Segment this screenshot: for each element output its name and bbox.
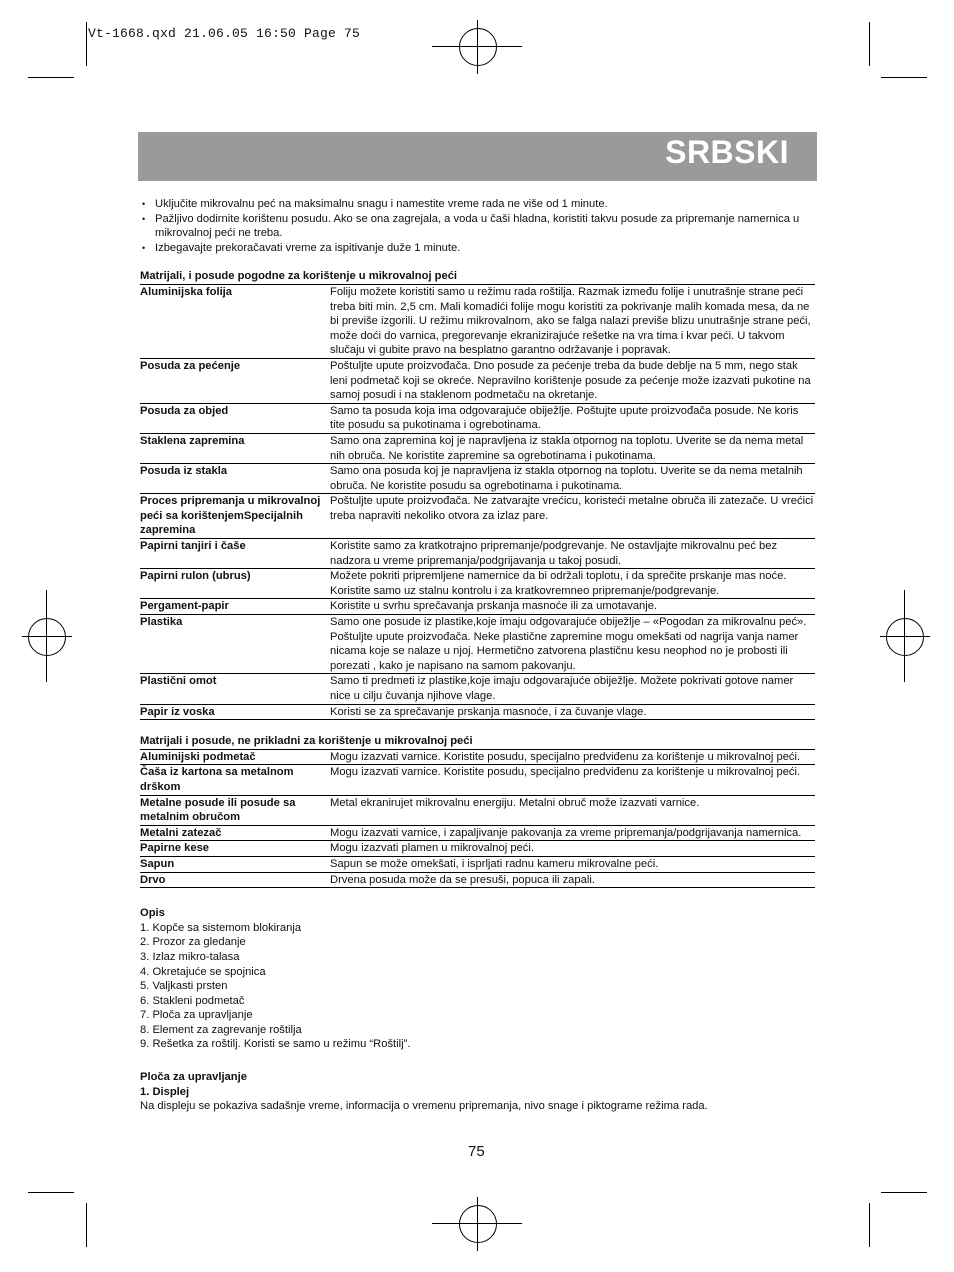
suitable-materials-title: Matrijali, i posude pogodne za korištenje u mikrovalnoj peći — [140, 270, 458, 283]
file-slug: Vt-1668.qxd 21.06.05 16:50 Page 75 — [88, 26, 361, 41]
bullet-item: • Izbegavajte prekoračavati vreme za ispitivanje duže 1 minute. — [140, 241, 815, 256]
page-number: 75 — [468, 1143, 485, 1160]
crop-mark — [86, 1203, 87, 1247]
header-title: SRBSKI — [665, 134, 789, 170]
table-row: Čaša iz kartona sa metalnom drškom Mogu izazvati varnice. Koristite posudu, specijalno predviđenu za korištenje u mikrovalnoj peći. — [140, 765, 815, 795]
table-row: Plastični omot Samo ti predmeti iz plastike,koje imaju odgovarajuće obiježlje. Možete pokrivati gotove namer nice u cilju čuvanja njihove vlage. — [140, 674, 815, 704]
description-title: Opis — [140, 907, 165, 920]
bullet-item: • Pažljivo dodirnite korištenu posudu. Ako se ona zagrejala, a voda u čaši hladna, koristiti takvu posude za pripremanje namernica u mikrovalnoj peći ne treba. — [140, 212, 815, 241]
unsuitable-materials-table — [140, 749, 815, 888]
control-panel-title: Ploča za upravljanje — [140, 1071, 247, 1084]
list-item: 9. Rešetka za roštilj. Koristi se samo u režimu “Roštilj”. — [140, 1038, 411, 1051]
table-row: Posuda za objed Samo ta posuda koja ima odgovarajuće obiježlje. Poštujte upute proizvođača posude. Ne koris tite posudu sa pukotinama i ogrebotinama. — [140, 403, 815, 433]
display-subtitle: 1. Displej — [140, 1085, 190, 1098]
table-row: Papirni rulon (ubrus) Možete pokriti pripremljene namernice da bi održali toplotu, i da sprečite prskanje mas noće. Koristite samo uz stalnu kontrolu i za kratkovremneo pripremanje/podgrevanje. — [140, 569, 815, 599]
list-item: 1. Kopče sa sistemom blokiranja — [140, 921, 302, 934]
table-row: Papir iz voska Koristi se za sprečavanje prskanja masnoće, i za čuvanje vlage. — [140, 704, 815, 720]
crop-mark — [28, 1192, 74, 1193]
bullet-item: • Uključite mikrovalnu peć na maksimalnu snagu i namestite vreme rada ne više od 1 minute. — [140, 197, 815, 212]
table-row: Metalni zatezač Mogu izazvati varnice, i zapaljivanje pakovanja za vreme pripremanja/podgrijavanja namernica. — [140, 825, 815, 841]
test-bullets — [140, 197, 815, 255]
unsuitable-materials-title: Matrijali i posude, ne prikladni za korištenje u mikrovalnoj peći — [140, 735, 473, 748]
language-header — [138, 132, 817, 181]
crop-mark — [881, 77, 927, 78]
table-row: Proces pripremanja u mikrovalnoj peći sa korištenjemSpecijalnih zapremina Poštuljte upute proizvođača. Ne zatvarajte vrećicu, koristeći metalne obruča ili zatezače. U vrećici treba napraviti nekoliko otvora za izlaz pare. — [140, 494, 815, 539]
list-item: 8. Element za zagrevanje roštilja — [140, 1023, 302, 1036]
list-item: 3. Izlaz mikro-talasa — [140, 950, 240, 963]
table-row: Plastika Samo one posude iz plastike,koje imaju odgovarajuće obiježlje – «Pogodan za mikrovalnu peć». Poštuljte upute proizvođača. Neke plastične zapremine mogu omekšati od nagrija vanja namer nicama koje se nalaze u njoj. Hermetično zatvorena plastičnu kesu neophod no je probosti ili porezati , kako je napisano na samom pakovanju. — [140, 615, 815, 674]
list-item: 6. Stakleni podmetač — [140, 994, 245, 1007]
table-row: Papirne kese Mogu izazvati plamen u mikrovalnoj peći. — [140, 841, 815, 857]
table-row: Sapun Sapun se može omekšati, i isprljati radnu kameru mikrovalne peći. — [140, 856, 815, 872]
table-row: Staklena zapremina Samo ona zapremina koj je napravljena iz stakla otpornog na toplotu. Uverite se da nema metal nih obruča. Ne koristite zapremine sa ogrebotinama i pukotinama. — [140, 433, 815, 463]
crop-mark — [28, 77, 74, 78]
table-row: Drvo Drvena posuda može da se presuši, popuca ili zapali. — [140, 872, 815, 888]
table-row: Posuda za pećenje Poštuljte upute proizvođača. Dno posude za pećenje treba da bude deblje na 5 mm, nego stak leni podmetač koji se okreće. Nepravilno korištenje posude za pećenje može izazvati pukotine na samoj posudi i na staklenom podmetaču na okretanje. — [140, 358, 815, 403]
table-row: Papirni tanjiri i čaše Koristite samo za kratkotrajno pripremanje/podgrevanje. Ne ostavljajte mikrovalnu peć bez nadzora u vreme pripremanja/podgrijavanja u takoj posudi. — [140, 539, 815, 569]
list-item: 4. Okretajuće se spojnica — [140, 965, 266, 978]
crop-mark — [881, 1192, 927, 1193]
suitable-materials-table — [140, 284, 815, 720]
page-content — [140, 197, 815, 1114]
table-row: Pergament-papir Koristite u svrhu sprečavanja prskanja masnoće ili za umotavanje. — [140, 599, 815, 615]
crop-mark — [869, 22, 870, 66]
crop-mark — [86, 22, 87, 66]
display-description: Na displeju se pokaziva sadašnje vreme, informacija o vremenu pripremanja, nivo snage i piktograme režima rada. — [140, 1100, 708, 1113]
table-row: Posuda iz stakla Samo ona posuda koj je napravljena iz stakla otpornog na toplotu. Uverite se da nema metalnih obruča. Ne koristite posudu sa ogrebotinama i pukotinama. — [140, 464, 815, 494]
list-item: 5. Valjkasti prsten — [140, 980, 228, 993]
table-row: Aluminijska folija Foliju možete koristiti samo u režimu rada roštilja. Razmak između folije i unutrašnje strane peći treba biti min. 2,5 cm. Mali komadići folije mogu koristiti za pokrivanje malih komada mesa, da ne bi previše izgorili. U režimu mikrovalnom, ako se falga nalazi previše blizu unutrašnje strane peći, može doći do varnica, pregorevanje ekranizirajuće rešetke na vra tima i kvar peći. U takvom slučaju vi gubite pravo na besplatno garantno održavanje i popravak. — [140, 284, 815, 358]
table-row: Aluminijski podmetač Mogu izazvati varnice. Koristite posudu, specijalno predviđenu za korištenje u mikrovalnoj peći. — [140, 749, 815, 765]
table-row: Metalne posude ili posude sa metalnim obručom Metal ekranirujet mikrovalnu energiju. Metalni obruč može izazvati varnice. — [140, 795, 815, 825]
list-item: 7. Ploča za upravljanje — [140, 1009, 253, 1022]
description-list — [140, 921, 815, 1052]
crop-mark — [869, 1203, 870, 1247]
list-item: 2. Prozor za gledanje — [140, 936, 246, 949]
